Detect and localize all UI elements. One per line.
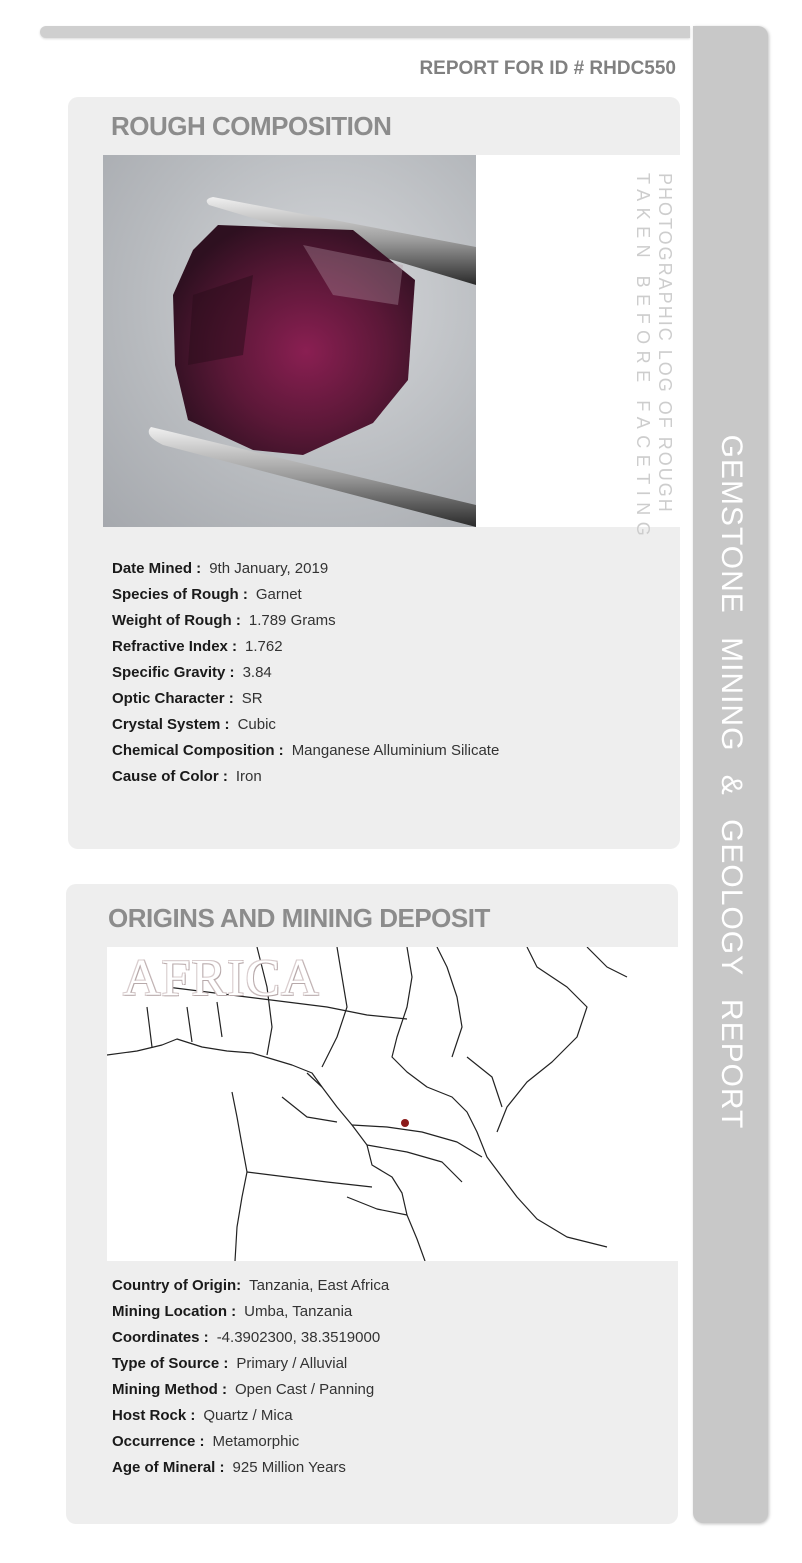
detail-label: Weight of Rough : <box>112 612 241 629</box>
side-title: GEMSTONE MINING & GEOLOGY REPORT <box>714 434 748 1130</box>
detail-value: Manganese Alluminium Silicate <box>291 742 500 759</box>
detail-row <box>112 1351 389 1377</box>
detail-row <box>112 686 499 712</box>
photo-note-line2: TAKEN BEFORE FACETING <box>633 173 653 543</box>
gem-photo <box>103 155 476 527</box>
detail-row <box>112 634 499 660</box>
rough-composition-title: ROUGH COMPOSITION <box>111 111 392 141</box>
detail-row <box>112 712 499 738</box>
detail-row <box>112 1377 389 1403</box>
detail-row <box>112 1273 389 1299</box>
photo-note-line1: PHOTOGRAPHIC LOG OF ROUGH <box>655 173 675 514</box>
detail-label: Optic Character : <box>112 690 234 707</box>
detail-value: Open Cast / Panning <box>234 1381 375 1398</box>
detail-row <box>112 738 499 764</box>
detail-label: Chemical Composition : <box>112 742 284 759</box>
detail-label: Date Mined : <box>112 560 202 577</box>
detail-value: Metamorphic <box>212 1433 300 1450</box>
map-label: AFRICA <box>123 950 320 1007</box>
detail-row <box>112 556 499 582</box>
detail-label: Host Rock : <box>112 1407 196 1424</box>
rough-photo-area <box>103 155 680 543</box>
photo-note <box>623 173 683 543</box>
africa-map <box>107 947 678 1261</box>
detail-label: Coordinates : <box>112 1329 209 1346</box>
detail-row <box>112 582 499 608</box>
detail-row <box>112 608 499 634</box>
detail-value: -4.3902300, 38.3519000 <box>216 1329 381 1346</box>
detail-value: Garnet <box>255 586 302 603</box>
detail-label: Type of Source : <box>112 1355 229 1372</box>
detail-label: Cause of Color : <box>112 768 228 785</box>
detail-value: Cubic <box>237 716 276 733</box>
detail-label: Occurrence : <box>112 1433 205 1450</box>
rough-composition-panel <box>68 97 680 849</box>
origins-panel <box>66 884 678 1524</box>
garnet-rough-icon <box>103 155 476 527</box>
detail-row <box>112 1429 389 1455</box>
detail-label: Country of Origin: <box>112 1277 242 1294</box>
detail-label: Age of Mineral : <box>112 1459 225 1476</box>
origin-details-list <box>112 1273 389 1481</box>
detail-row <box>112 1403 389 1429</box>
detail-row <box>112 660 499 686</box>
detail-label: Mining Method : <box>112 1381 227 1398</box>
detail-label: Species of Rough : <box>112 586 248 603</box>
detail-row <box>112 1299 389 1325</box>
detail-value: 1.762 <box>245 638 283 655</box>
origins-title: ORIGINS AND MINING DEPOSIT <box>108 903 490 933</box>
detail-row <box>112 1455 389 1481</box>
side-title-container <box>693 26 768 1523</box>
detail-value: 3.84 <box>242 664 272 681</box>
report-id: REPORT FOR ID # RHDC550 <box>419 58 676 79</box>
detail-row <box>112 1325 389 1351</box>
detail-value: 925 Million Years <box>232 1459 346 1476</box>
detail-label: Mining Location : <box>112 1303 237 1320</box>
detail-row <box>112 764 499 790</box>
detail-value: 1.789 Grams <box>248 612 336 629</box>
detail-value: Tanzania, East Africa <box>249 1277 390 1294</box>
detail-value: Iron <box>235 768 262 785</box>
detail-label: Refractive Index : <box>112 638 238 655</box>
detail-label: Specific Gravity : <box>112 664 235 681</box>
detail-value: Umba, Tanzania <box>244 1303 353 1320</box>
detail-value: 9th January, 2019 <box>209 560 329 577</box>
top-bar <box>40 26 690 38</box>
detail-value: Quartz / Mica <box>203 1407 293 1424</box>
rough-details-list <box>112 556 499 790</box>
detail-label: Crystal System : <box>112 716 230 733</box>
detail-value: SR <box>241 690 263 707</box>
detail-value: Primary / Alluvial <box>236 1355 348 1372</box>
location-marker-icon <box>401 1119 409 1127</box>
